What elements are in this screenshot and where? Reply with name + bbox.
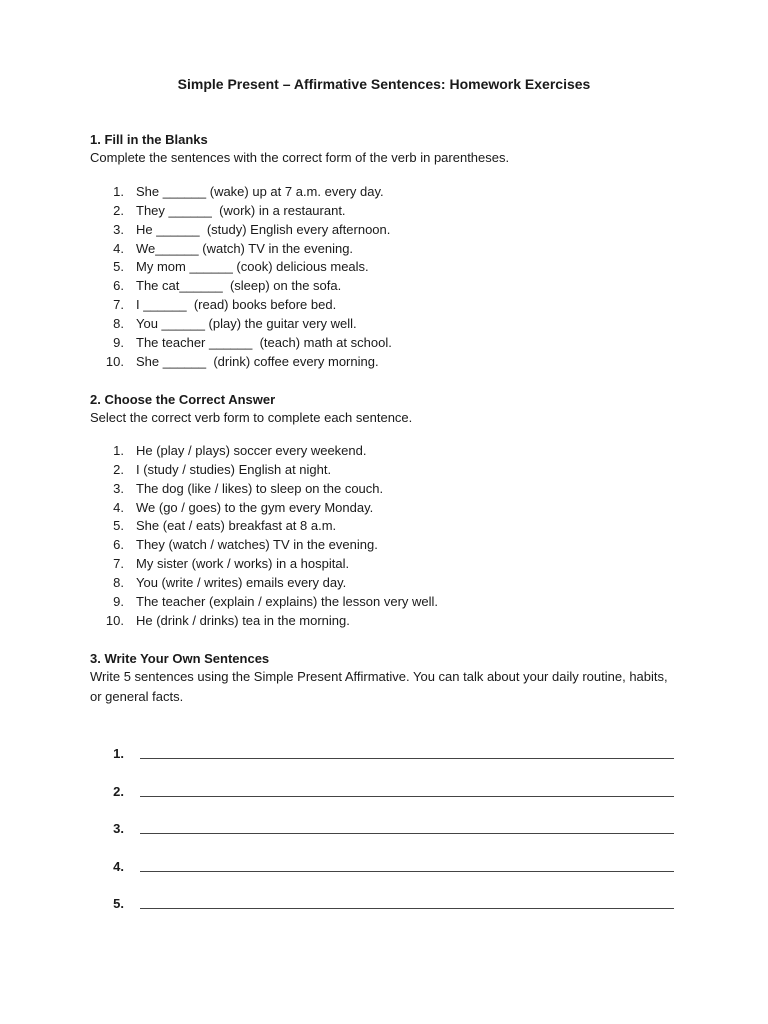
line-number: 4. (113, 858, 124, 874)
item-text: The cat______ (sleep) on the sofa. (136, 278, 342, 294)
item-number: 5. (113, 518, 124, 534)
item-text: I (study / studies) English at night. (136, 461, 332, 477)
item-number: 10. (105, 612, 124, 628)
page-title: Simple Present – Affirmative Sentences: Homework Exercises (177, 76, 591, 92)
item-number: 1. (113, 184, 124, 199)
item-text: The teacher (explain / explains) the lesson very well. (136, 593, 439, 609)
item-text: My mom ______ (cook) delicious meals. (136, 259, 369, 275)
item-text: My sister (work / works) in a hospital. (136, 556, 350, 572)
section-2-instructions: Select the correct verb form to complete each sentence. (90, 410, 413, 425)
item-text: They ______ (work) in a restaurant. (136, 202, 346, 218)
item-text: They (watch / watches) TV in the evening. (136, 537, 378, 553)
item-number: 6. (113, 537, 124, 553)
answer-line (140, 758, 674, 759)
item-number: 7. (113, 297, 124, 313)
item-text: She ______ (drink) coffee every morning. (136, 353, 379, 369)
item-text: You (write / writes) emails every day. (136, 574, 347, 590)
item-text: I ______ (read) books before bed. (136, 297, 337, 313)
section-1-heading: 1. Fill in the Blanks (90, 132, 208, 147)
item-text: You ______ (play) the guitar very well. (136, 315, 357, 331)
item-text: We______ (watch) TV in the evening. (136, 240, 354, 256)
line-number: 5. (113, 896, 124, 911)
section-3-heading: 3. Write Your Own Sentences (90, 651, 270, 666)
item-number: 3. (113, 480, 124, 496)
line-number: 3. (113, 821, 124, 836)
item-text: He (play / plays) soccer every weekend. (136, 443, 367, 458)
item-number: 2. (113, 461, 124, 477)
item-number: 6. (113, 278, 124, 294)
item-text: The dog (like / likes) to sleep on the couch. (136, 480, 384, 496)
line-number: 2. (113, 783, 124, 799)
item-number: 8. (113, 315, 124, 331)
item-text: The teacher ______ (teach) math at school. (136, 334, 392, 350)
item-text: She ______ (wake) up at 7 a.m. every day. (136, 184, 384, 199)
answer-line (140, 871, 674, 872)
item-number: 9. (113, 334, 124, 350)
answer-line (140, 833, 674, 834)
item-number: 4. (113, 240, 124, 256)
answer-line (140, 796, 674, 797)
line-number: 1. (113, 746, 124, 761)
item-number: 4. (113, 499, 124, 515)
answer-line (140, 908, 674, 909)
item-number: 10. (105, 353, 124, 369)
section-2-heading: 2. Choose the Correct Answer (90, 392, 276, 407)
item-number: 1. (113, 443, 124, 458)
item-text: He ______ (study) English every afternoon. (136, 221, 391, 237)
item-text: He (drink / drinks) tea in the morning. (136, 612, 350, 628)
item-number: 8. (113, 574, 124, 590)
item-text: We (go / goes) to the gym every Monday. (136, 499, 374, 515)
section-3-instructions: Write 5 sentences using the Simple Present Affirmative. You can talk about your daily routine, habits, or general facts. (90, 669, 668, 704)
section-1-instructions: Complete the sentences with the correct form of the verb in parentheses. (90, 150, 510, 165)
item-text: She (eat / eats) breakfast at 8 a.m. (136, 518, 337, 534)
item-number: 5. (113, 259, 124, 275)
item-number: 9. (113, 593, 124, 609)
item-number: 3. (113, 221, 124, 237)
item-number: 2. (113, 202, 124, 218)
item-number: 7. (113, 556, 124, 572)
